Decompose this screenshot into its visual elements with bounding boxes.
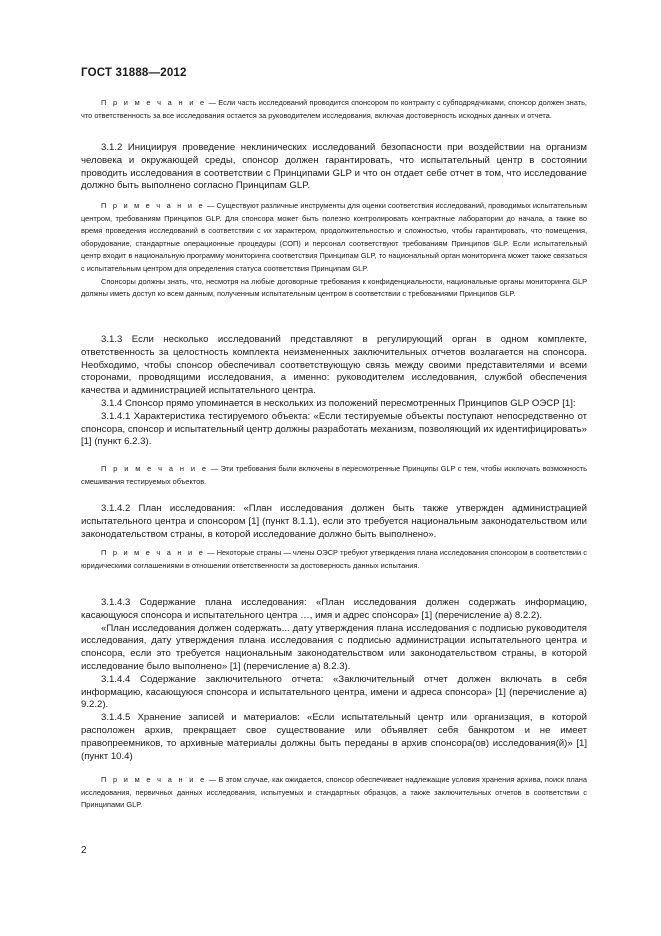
note-paragraph: [81, 463, 587, 488]
note-label: П р и м е ч а н и е: [101, 98, 207, 107]
note-paragraph: [81, 200, 587, 276]
section-paragraph: [81, 503, 587, 541]
note-block: [81, 547, 587, 572]
paragraph-text: 3.1.2 Инициируя проведение неклинических исследований безопасности при воздействии на организм человека и окружающей среды, спонсор должен гарантировать, что испытательный центр в состоянии проводить исследования в соответствии с Принципами GLP и что он отдает себе отчет в том, что исследование должно быть выполнено согласно Принципам GLP.: [81, 142, 587, 192]
note-text: — Если часть исследований проводится спонсором по контракту с субподрядчиками, спонсор должен знать, что ответственность за все исследования остается за руководителем исследования, включая достоверность исходных данных и отчета.: [81, 98, 587, 120]
note-continuation: Спонсоры должны знать, что, несмотря на любые договорные требования к конфиденциальности, национальные органы мониторинга GLP должны иметь доступ ко всем данным, полученным испытательным центром в соответствии с требованиями Принципов GLP.: [81, 276, 587, 299]
section-paragraph: [81, 334, 587, 449]
note-label: П р и м е ч а н и е: [101, 775, 207, 784]
note-paragraph: [81, 547, 587, 572]
section-paragraph: [81, 597, 587, 763]
note-block: [81, 463, 587, 488]
section-paragraph: [81, 142, 587, 193]
paragraph-text: 3.1.4.5 Хранение записей и материалов: «Если испытательный центр или организация, в которой расположен архив, прекращает свое существование или объявляет себя банкротом и не имеет правопреемников, то архивные материалы должны быть переданы в архив спонсора(ов) исследования(й)» [1] (пункт 10.4): [81, 712, 587, 762]
paragraph-text: 3.1.4.2 План исследования: «План исследования должен быть также утвержден администрацией испытательного центра и спонсором [1] (пункт 8.1.1), если это требуется национальным законодательством или законодательством страны, в которой исследование должно быть выполнено».: [81, 503, 587, 540]
note-text: — Некоторые страны — члены ОЭСР требуют утверждения плана исследования спонсором в соответствии с юридическими соглашениями в отношении ответственности за достоверность данных испытания.: [81, 548, 587, 570]
page-number: 2: [81, 845, 87, 856]
paragraph-text: 3.1.4.4 Содержание заключительного отчета: «Заключительный отчет должен включать в себя информацию, касающуюся спонсора и испытательного центра, имени и адреса спонсора» [1] (перечисление а) 9.2.2).: [81, 673, 587, 711]
note-text: — Эти требования были включены в пересмотренные Принципы GLP с тем, чтобы исключать возможность смешивания тестируемых объектов.: [81, 464, 587, 486]
paragraph-text: 3.1.3 Если несколько исследований представляют в регулирующий орган в одном комплекте, ответственность за целостность комплекта неизмененных заключительных отчетов возлагается на спонсора. Необходимо, чтобы спонсор обеспечивал соответствующую связь между своими представителями и всеми сторонами, проводящими исследования, а именно: руководителем исследования, службой обеспечения качества и администрацией испытательного центра.: [81, 334, 587, 397]
note-paragraph: [81, 774, 587, 812]
document-header: ГОСТ 31888—2012: [81, 67, 187, 79]
paragraph-text: 3.1.4 Спонсор прямо упоминается в нескольких из положений пересмотренных Принципов GLP ОЭСР [1]:: [101, 397, 576, 409]
paragraph-text: «План исследования должен содержать... дату утверждения плана исследования с подписью руководителя исследования, дату утверждения плана исследования с подписью администрации испытательного центра и спонсора, если это требуется национальным законодательством или законодательством страны, в которой исследование было выполнено» [1] (перечисление а) 8.2.3).: [81, 622, 587, 672]
note-label: П р и м е ч а н и е: [101, 201, 205, 210]
note-text: — В этом случае, как ожидается, спонсор обеспечивает надлежащие условия хранения архива, поиск плана исследования, первичных данных исследования, испытуемых и стандартных образцов, а также заключительных отчетов в соответствии с Принципами GLP.: [81, 775, 587, 810]
note-label: П р и м е ч а н и е: [101, 464, 209, 473]
note-label: П р и м е ч а н и е: [101, 548, 206, 557]
paragraph-text: 3.1.4.1 Характеристика тестируемого объекта: «Если тестируемые объекты поступают непосредственно от спонсора, спонсор и испытательный центр должны разработать механизм, позволяющий их идентифицировать» [1] (пункт 6.2.3).: [81, 410, 587, 448]
note-block: [81, 97, 587, 122]
note-block: [81, 774, 587, 812]
note-text: — Существуют различные инструменты для оценки соответствия исследований, проводимых испытательным центром, требованиям Принципов GLP. Для спонсора может быть полезно контролировать контрактные лаборатории до начала, а также во время проведения исследований в соответствии с их характером, продолжительностью и сложностью, чтобы гарантировать, что помещения, оборудование, стандартные операционные процедуры (СОП) и персонал соответствуют требованиям Принципов GLP. Если испытательный центр входит в национальную программу мониторинга соответствия Принципам GLP, то национальный орган мониторинга может также связаться с испытательным центром для определения статуса соответствия Принципам GLP.: [81, 201, 588, 273]
note-paragraph: [81, 97, 587, 122]
note-block: [81, 200, 587, 301]
paragraph-text: 3.1.4.3 Содержание плана исследования: «План исследования должен содержать информацию, касающуюся спонсора и испытательного центра …, имя и адрес спонсора» [1] (перечисление а) 8.2.2).: [81, 597, 587, 621]
